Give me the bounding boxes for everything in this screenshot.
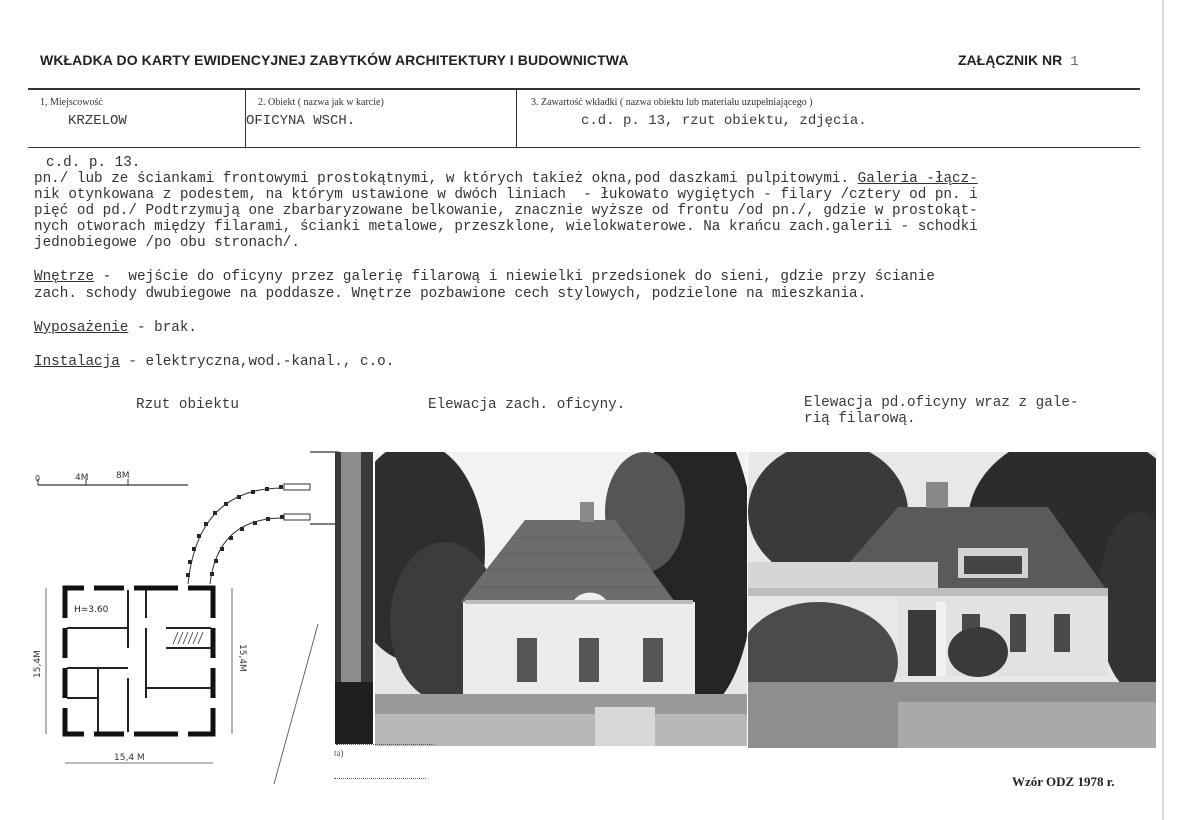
south-elevation-caption: Elewacja pd.oficyny wraz z gale- rią filarową.: [804, 395, 1079, 427]
photo-west-elevation: [375, 452, 747, 746]
equipment-text: - brak.: [128, 320, 198, 336]
scale-zero-label: 0: [35, 474, 41, 483]
photo-strip-left: [335, 452, 373, 744]
paper-edge: [1162, 0, 1164, 820]
photo-ref-label: ta): [334, 748, 344, 758]
interior-line-1: [34, 270, 935, 286]
photo-ref-dotted-line-2: [334, 778, 426, 779]
description-line-1: c.d. p. 13.: [46, 155, 141, 171]
object-value: OFICYNA WSCH.: [246, 113, 356, 129]
plan-dim-bottom: 15,4 M: [114, 753, 145, 763]
locality-value: KRZELOW: [68, 113, 127, 129]
description-line-2-text: pn./ lub ze ściankami frontowymi prostokątnymi, w których takież okna,pod daszkami pulpitowymi.: [34, 171, 850, 187]
locality-label: 1, Miejscowość: [40, 97, 103, 108]
plan-dim-right: 15,4M: [237, 644, 247, 672]
installations-line: [34, 355, 394, 371]
field-box-bottom-rule: [28, 147, 1140, 148]
contents-label: 3. Zawartość wkładki ( nazwa obiektu lub materiału uzupełniającego ): [531, 97, 813, 108]
field-box-top-rule: [28, 88, 1140, 90]
description-line-6: jednobiegowe /po obu stronach/.: [34, 235, 300, 251]
interior-term: Wnętrze: [34, 269, 95, 285]
equipment-line: [34, 321, 197, 337]
plan-caption: Rzut obiektu: [136, 397, 239, 413]
annex-label: [958, 52, 1079, 70]
scale-8m-label: 8M: [116, 471, 130, 481]
description-line-4: pięć od pd./ Podtrzymują one zbarbaryzowane belkowanie, znacznie wyższe od frontu /od pn./, gdzie w prostokąt-: [34, 203, 978, 219]
annex-label-text: ZAŁĄCZNIK NR: [958, 52, 1063, 68]
form-template-label: Wzór ODZ 1978 r.: [1012, 774, 1115, 789]
scale-4m-label: 4M: [75, 473, 89, 483]
photo-south-elevation-image: [748, 452, 1156, 748]
west-elevation-caption: Elewacja zach. oficyny.: [428, 397, 626, 413]
description-line-5: nych otworach między filarami, ścianki metalowe, przeszklone, wielokwaterowe. Na krańcu zach.galerii - schodki: [34, 219, 978, 235]
object-label: 2. Obiekt ( nazwa jak w karcie): [258, 97, 384, 108]
interior-line-2: zach. schody dwubiegowe na poddasze. Wnętrze pozbawione cech stylowych, podzielone na mieszkania.: [34, 286, 867, 302]
description-line-3: nik otynkowana z podestem, na którym ustawione w dwóch liniach - łukowato wygiętych - filary /cztery od pn. i: [34, 187, 978, 203]
installations-text: - elektryczna,wod.-kanal., c.o.: [119, 354, 395, 370]
interior-text: - wejście do oficyny przez galerię filarową i niewielki przedsionek do sieni, gdzie przy ścianie: [94, 269, 935, 285]
form-title: WKŁADKA DO KARTY EWIDENCYJNEJ ZABYTKÓW ARCHITEKTURY I BUDOWNICTWA: [40, 52, 629, 68]
description-line-2: [34, 172, 978, 188]
equipment-term: Wyposażenie: [34, 320, 129, 336]
plan-height-label: H=3.60: [74, 605, 109, 615]
installations-term: Instalacja: [34, 354, 120, 370]
field-divider-2: [516, 88, 517, 147]
photo-strip-left-image: [335, 452, 373, 744]
floor-plan-drawing: [28, 448, 340, 788]
photo-west-elevation-image: [375, 452, 747, 746]
annex-number: 1: [1070, 54, 1079, 70]
photo-south-elevation: [748, 452, 1156, 748]
contents-value: c.d. p. 13, rzut obiektu, zdjęcia.: [581, 113, 867, 129]
photo-ref-dotted-line-1: [336, 744, 434, 745]
gallery-term: Galeria -łącz-: [857, 171, 978, 187]
plan-dim-left: 15,4M: [33, 650, 43, 678]
